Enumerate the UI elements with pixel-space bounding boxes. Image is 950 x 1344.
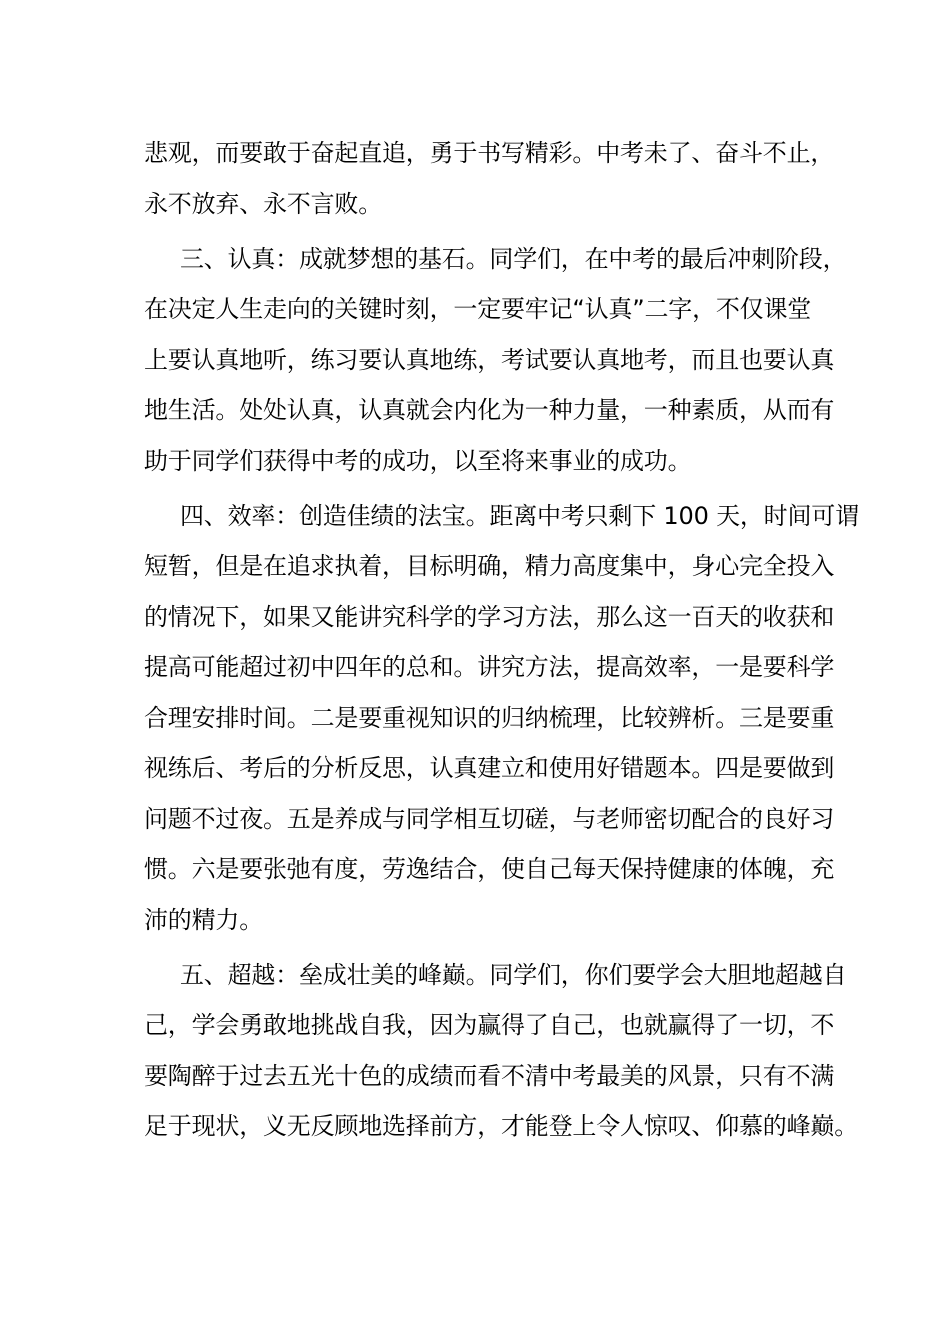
text-line: 合理安排时间。二是要重视知识的归纳梳理，比较辨析。三是要重 — [144, 703, 835, 732]
text-line: 沛的精力。 — [144, 905, 263, 934]
document-body — [144, 128, 859, 1152]
text-line: 在决定人生走向的关键时刻，一定要牢记“认真”二字，不仅课堂 — [144, 295, 812, 323]
paragraph-section-three — [144, 234, 847, 487]
text-line: 足于现状，义无反顾地选择前方，才能登上令人惊叹、仰慕的峰巅。 — [144, 1112, 858, 1140]
text-line: 己，学会勇敢地挑战自我，因为赢得了自己，也就赢得了一切，不 — [144, 1011, 835, 1039]
text-line: 五、超越：垒成壮美的峰巅。同学们，你们要学会大胆地超越自 — [180, 960, 847, 989]
text-line: 永不放弃、永不言败。 — [144, 189, 382, 218]
text-line: 地生活。处处认真，认真就会内化为一种力量，一种素质，从而有 — [144, 396, 835, 424]
text-line: 问题不过夜。五是养成与同学相互切磋，与老师密切配合的良好习 — [144, 804, 835, 833]
text-line: 悲观，而要敢于奋起直追，勇于书写精彩。中考未了、奋斗不止， — [144, 139, 835, 167]
text-line: 助于同学们获得中考的成功，以至将来事业的成功。 — [144, 446, 692, 475]
text-line: 要陶醉于过去五光十色的成绩而看不清中考最美的风景，只有不满 — [144, 1061, 835, 1090]
paragraph-section-four — [144, 491, 859, 946]
text-line: 惯。六是要张弛有度，劳逸结合，使自己每天保持健康的体魄，充 — [144, 855, 835, 883]
text-line: 四、效率：创造佳绩的法宝。距离中考只剩下 100 天，时间可谓 — [180, 501, 859, 530]
text-line: 视练后、考后的分析反思，认真建立和使用好错题本。四是要做到 — [144, 754, 835, 782]
text-line: 的情况下，如果又能讲究科学的学习方法，那么这一百天的收获和 — [144, 602, 835, 631]
text-line: 上要认真地听，练习要认真地练，考试要认真地考，而且也要认真 — [144, 345, 835, 374]
text-line: 短暂，但是在追求执着，目标明确，精力高度集中，身心完全投入 — [144, 552, 835, 580]
paragraph-continuation — [144, 128, 835, 229]
paragraph-section-five — [144, 950, 858, 1152]
text-line: 三、认真：成就梦想的基石。同学们，在中考的最后冲刺阶段， — [180, 244, 847, 273]
text-line: 提高可能超过初中四年的总和。讲究方法，提高效率，一是要科学 — [144, 653, 835, 681]
